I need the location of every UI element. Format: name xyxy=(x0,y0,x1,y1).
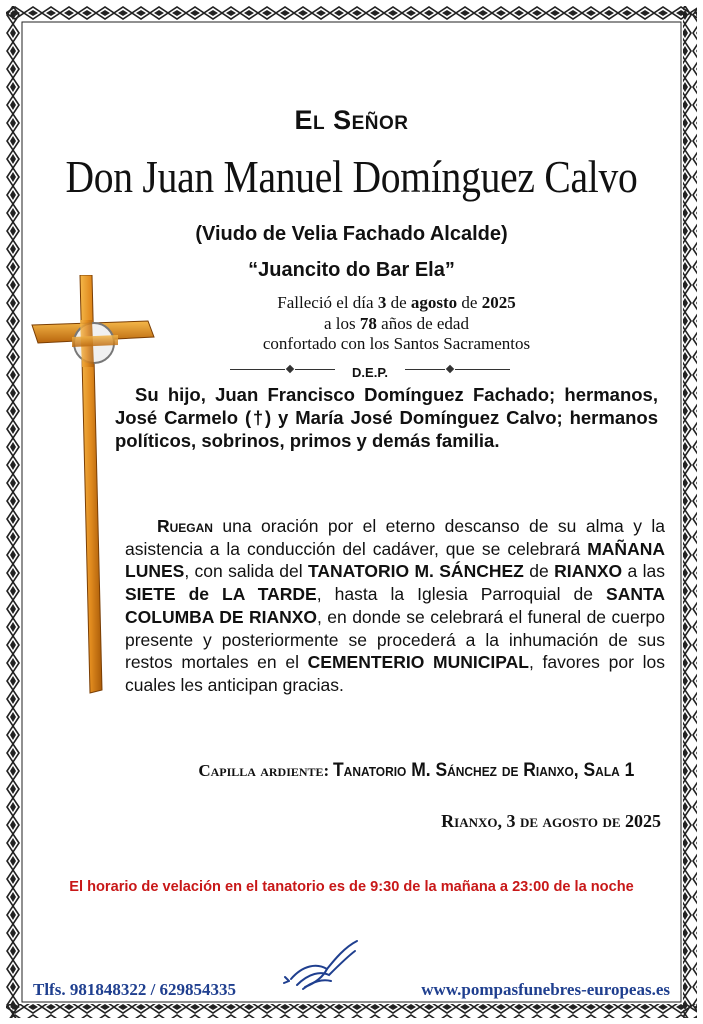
place-date: Rianxo, 3 de agosto de 2025 xyxy=(441,811,661,831)
widow-line: (Viudo de Velia Fachado Alcalde) xyxy=(195,223,508,245)
chapel-line xyxy=(198,760,661,782)
age-line: a los 78 años de edad xyxy=(324,314,469,333)
vigil-schedule: El horario de velación en el tanatorio es de 9:30 de la mañana a 23:00 de la noche xyxy=(69,879,634,895)
phone-numbers: Tlfs. 981848322 / 629854335 xyxy=(33,980,237,999)
nickname: “Juancito do Bar Ela” xyxy=(248,259,455,281)
dove-icon xyxy=(283,935,363,995)
sacraments-line: confortado con los Santos Sacramentos xyxy=(262,334,531,353)
deceased-name: Don Juan Manuel Domínguez Calvo xyxy=(65,151,638,202)
death-date-line: Falleció el día 3 de agosto de 2025 xyxy=(277,293,516,312)
dep-label: D.E.P. xyxy=(352,365,388,380)
title-honorific: El Señor xyxy=(294,105,409,135)
chapel-label: Capilla ardiente: xyxy=(198,761,334,780)
chapel-value: Tanatorio M. Sánchez de Rianxo, Sala 1 xyxy=(333,760,635,781)
website-link[interactable]: www.pompasfunebres-europeas.es xyxy=(421,980,670,999)
prayer-paragraph: Ruegan una oración por el eterno descanso de su alma y la asistencia a la conducción del cadáver, que se celebrará MAÑANA LUNES, con salida del TANATORIO M. SÁNCHEZ de RIANXO a las SIETE de LA TARDE, hasta la Iglesia Parroquial de SANTA COLUMBA DE RIANXO, en donde se celebrará el funeral de cuerpo presente y posteriormente se procederá a la inhumación de sus restos mortales en el CEMENTERIO MUNICIPAL, favores por los cuales les anticipan gracias. xyxy=(125,516,665,695)
dep-divider xyxy=(230,361,510,381)
family-paragraph: Su hijo, Juan Francisco Domínguez Fachado; hermanos, José Carmelo (†) y María José Domínguez Calvo; hermanos políticos, sobrinos, primos y demás familia. xyxy=(115,384,658,451)
